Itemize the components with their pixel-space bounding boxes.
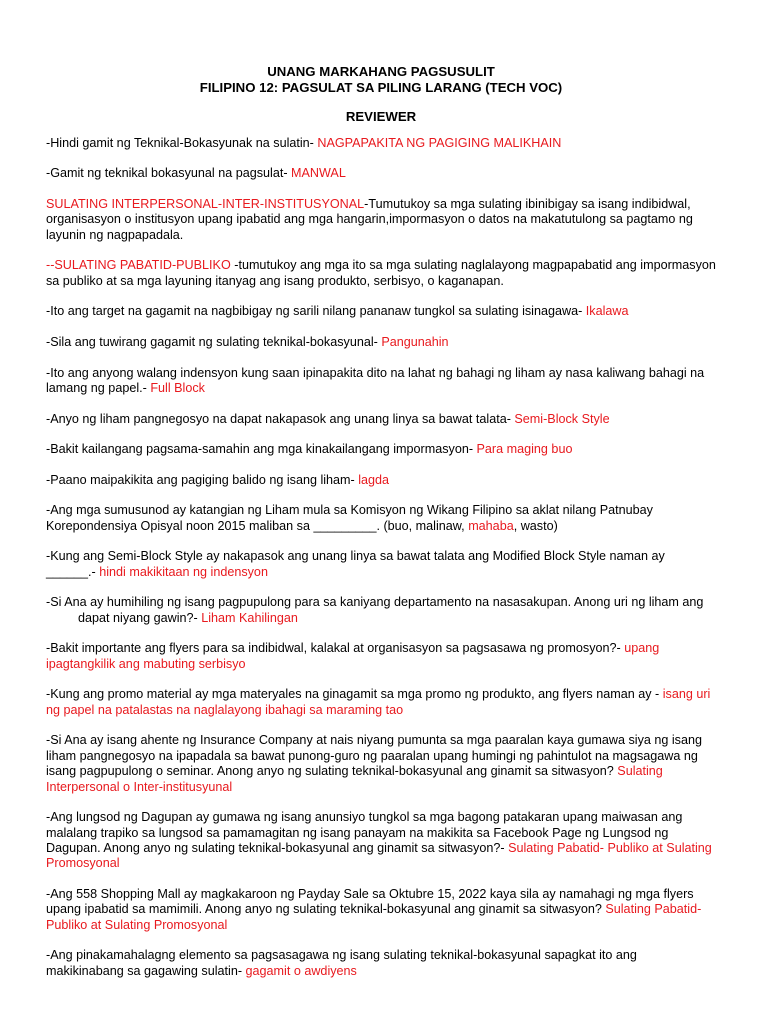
reviewer-item-8 — [46, 412, 716, 427]
reviewer-item-4 — [46, 258, 716, 289]
reviewer-item-11 — [46, 503, 716, 534]
answer-text: Semi-Block Style — [514, 411, 610, 426]
question-text: -Ang lungsod ng Dagupan ay gumawa ng isang anunsiyo tungkol sa mga bagong patakaran upang maiwasan ang malalang trapiko sa lungsod sa pamamagitan ng isang panayam na makikita sa Facebook Page ng Lungsod ng Dagupan. Anong anyo ng sulating teknikal-bokasyunal ang ginamit sa sitwasyon?- — [46, 810, 683, 855]
reviewer-heading: REVIEWER — [345, 109, 417, 125]
question-text-indented: dapat niyang gawin?- — [78, 610, 202, 625]
reviewer-item-16 — [46, 733, 716, 795]
answer-text: Full Block — [150, 380, 205, 395]
question-text: -Si Ana ay isang ahente ng Insurance Company at nais niyang pumunta sa mga paaralan kaya gumawa siya ng isang liham pangnegosyo na ipapadala sa bawat punong-guro ng paaralan upang humingi ng pahintulot na magsagawa ng isang pagpupulong o seminar. Anong anyo ng sulating teknikal-bokasyunal ang ginamit sa sitwasyon? — [46, 733, 702, 779]
answer-text: gagamit o awdiyens — [245, 963, 357, 978]
answer-text: isang uri ng papel na patalastas na naglalayong ibahagi sa maraming tao — [46, 687, 711, 717]
question-text: -Kung ang promo material ay mga materyales na ginagamit sa mga promo ng produkto, ang flyers naman ay - — [46, 687, 663, 702]
reviewer-item-15 — [46, 687, 716, 718]
reviewer-item-13 — [46, 595, 716, 626]
question-text: -Kung ang Semi-Block Style ay nakapasok ang unang linya sa bawat talata ang Modified Block Style naman ay ______.- — [46, 549, 665, 579]
document-title: UNANG MARKAHANG PAGSUSULIT — [267, 64, 495, 79]
definition-text: -tumutukoy ang mga ito sa mga sulating naglalayong magpapabatid ang impormasyon sa publiko at sa mga layuning itanyag ang isang produkto, serbisyo, o kaganapan. — [46, 258, 716, 288]
definition-text: -Tumutukoy sa mga sulating ibinibigay sa isang indibidwal, organisasyon o institusyon upang ipabatid ang mga hangarin,impormasyon o datos na makatutulong sa pagtamo ng layunin ng nagpapadala. — [46, 196, 693, 242]
reviewer-item-5 — [46, 304, 716, 319]
question-text: -Ang 558 Shopping Mall ay magkakaroon ng Payday Sale sa Oktubre 15, 2022 kaya sila ay namahagi ng mga flyers upang ipabatid sa mamimili. Anong anyo ng sulating teknikal-bokasyunal ang ginamit sa sitwasyon? — [46, 886, 694, 917]
answer-text: upang ipagtangkilik ang mabuting serbisyo — [46, 641, 660, 671]
reviewer-item-17 — [46, 810, 716, 872]
reviewer-item-7 — [46, 366, 716, 397]
question-text: -Si Ana ay humihiling ng isang pagpupulong para sa kaniyang departamento na nasasakupan. Anong uri ng liham ang — [46, 595, 704, 610]
question-text: -Anyo ng liham pangnegosyo na dapat nakapasok ang unang linya sa bawat talata- — [46, 411, 515, 426]
question-text: -Paano maipakikita ang pagiging balido ng isang liham- — [46, 472, 359, 487]
answer-text: hindi makikitaan ng indensyon — [99, 564, 268, 579]
answer-text: Sulating Pabatid- Publiko at Sulating Promosyonal — [46, 840, 712, 871]
answer-text: Pangunahin — [381, 334, 449, 349]
answer-text: Ikalawa — [585, 304, 629, 319]
question-text: -Ito ang anyong walang indensyon kung saan ipinapakita dito na lahat ng bahagi ng liham ay nasa kaliwang bahagi na lamang ng papel.- — [46, 365, 705, 395]
reviewer-item-19 — [46, 948, 716, 979]
reviewer-item-3 — [46, 197, 716, 243]
answer-text: Sulating Interpersonal o Inter-institusyunal — [46, 764, 663, 794]
document-subtitle: FILIPINO 12: PAGSULAT SA PILING LARANG (TECH VOC) — [199, 79, 563, 95]
reviewer-item-18 — [46, 887, 716, 933]
answer-text: --SULATING PABATID-PUBLIKO — [46, 258, 231, 273]
question-text: -Ang mga sumusunod ay katangian ng Liham mula sa Komisyon ng Wikang Filipino sa aklat nilang Patnubay Korepondensiya Opisyal noon 2015 maliban sa _________. (buo, malinaw, — [46, 503, 653, 533]
question-text-end: , wasto) — [513, 518, 558, 533]
reviewer-item-1 — [46, 136, 716, 151]
answer-text: Sulating Pabatid-Publiko at Sulating Promosyonal — [46, 902, 702, 932]
reviewer-item-14 — [46, 641, 716, 672]
answer-text: SULATING INTERPERSONAL-INTER-INSTITUSYONAL — [46, 196, 365, 211]
reviewer-item-10 — [46, 473, 716, 488]
answer-text: Liham Kahilingan — [201, 610, 298, 625]
answer-text: lagda — [358, 472, 390, 487]
reviewer-item-2 — [46, 166, 716, 181]
reviewer-item-6 — [46, 335, 716, 350]
question-text: -Ang pinakamahalagng elemento sa pagsasagawa ng isang sulating teknikal-bokasyunal sapagkat ito ang makikinabang sa gagawing sulatin- — [46, 948, 637, 978]
reviewer-item-12 — [46, 549, 716, 580]
answer-text: Para maging buo — [476, 442, 573, 457]
question-text: -Bakit importante ang flyers para sa indibidwal, kalakal at organisasyon sa pagsasawa ng promosyon?- — [46, 641, 625, 656]
question-text: -Gamit ng teknikal bokasyunal na pagsulat- — [46, 166, 292, 181]
question-text: -Ito ang target na gagamit na nagbibigay ng sarili nilang pananaw tungkol sa sulating isinagawa- — [46, 304, 586, 319]
answer-text: mahaba — [468, 518, 514, 533]
reviewer-item-9 — [46, 442, 716, 457]
question-text: -Hindi gamit ng Teknikal-Bokasyunak na sulatin- — [46, 135, 318, 150]
question-text: -Bakit kailangang pagsama-samahin ang mga kinakailangang impormasyon- — [46, 442, 477, 457]
answer-text: NAGPAPAKITA NG PAGIGING MALIKHAIN — [317, 135, 562, 150]
answer-text: MANWAL — [291, 166, 346, 181]
question-text: -Sila ang tuwirang gagamit ng sulating teknikal-bokasyunal- — [46, 334, 382, 349]
